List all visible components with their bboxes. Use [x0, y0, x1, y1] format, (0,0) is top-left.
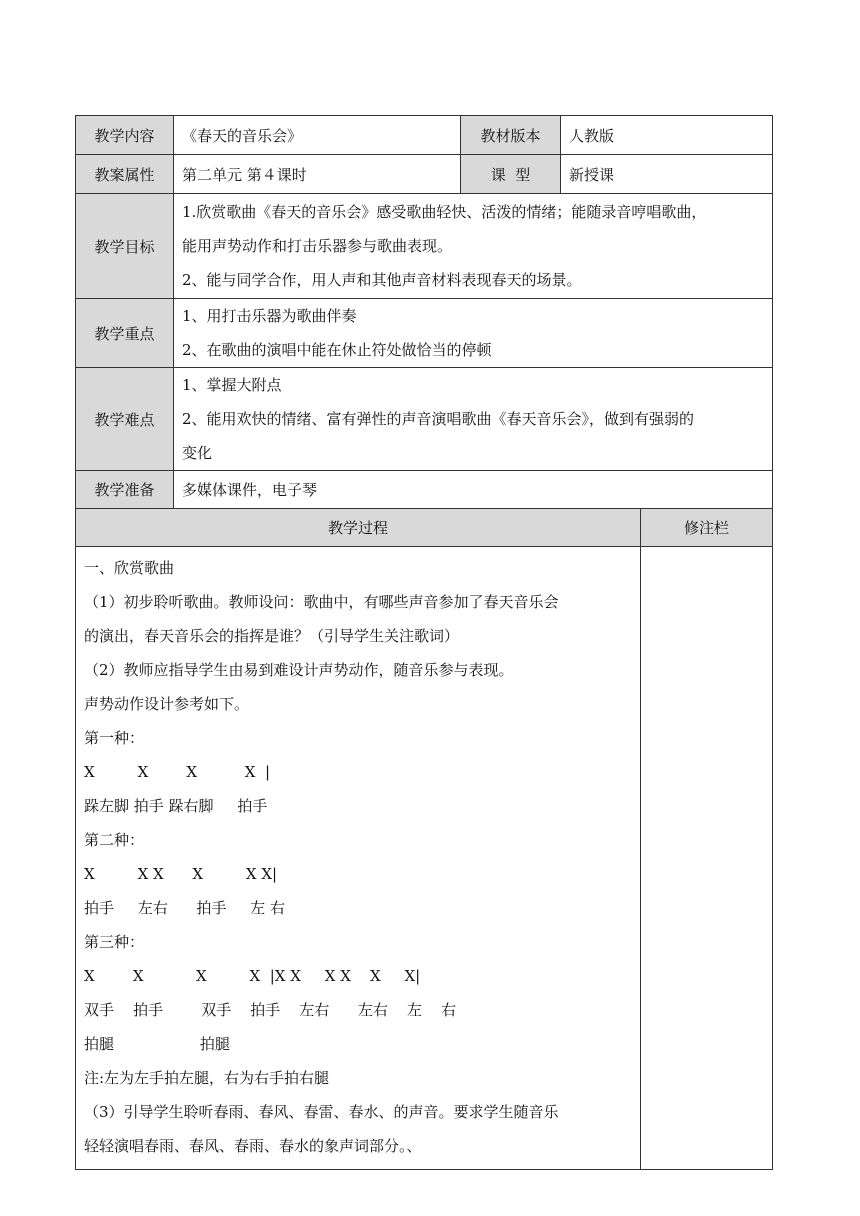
rhythm-line: X X X X X X| [84, 865, 278, 883]
process-line: 注:左为左手拍左腿，右为右手拍右腿 [84, 1069, 330, 1087]
preparation-label: 教学准备 [76, 471, 174, 509]
process-line: 第三种： [84, 933, 145, 951]
difficulties-label: 教学难点 [76, 368, 174, 471]
textbook-label: 教材版本 [461, 116, 561, 155]
key-point-line: 2、在歌曲的演唱中能在休止符处做恰当的停顿 [182, 341, 492, 359]
goal-line: 1.欣赏歌曲《春天的音乐会》感受歌曲轻快、活泼的情绪；能随录音哼唱歌曲， [182, 203, 707, 221]
difficulty-line: 2、能用欢快的情绪、富有弹性的声音演唱歌曲《春天音乐会》，做到有强弱的 [182, 410, 695, 428]
type-value: 新授课 [561, 155, 773, 194]
goals-content [174, 194, 773, 299]
key-points-label: 教学重点 [76, 299, 174, 368]
process-content [76, 547, 641, 1170]
goal-line: 2、能与同学合作，用人声和其他声音材料表现春天的场景。 [182, 271, 582, 289]
difficulty-line: 1、掌握大附点 [182, 376, 282, 394]
preparation-value: 多媒体课件，电子琴 [174, 471, 773, 509]
key-point-line: 1、用打击乐器为歌曲伴奏 [182, 307, 357, 325]
process-header: 教学过程 [76, 509, 641, 547]
row-process-header [76, 509, 773, 547]
textbook-value: 人教版 [561, 116, 773, 155]
process-line: （3）引导学生聆听春雨、春风、春雷、春水、的声音。要求学生随音乐 [84, 1103, 559, 1121]
row-attr [76, 155, 773, 194]
row-preparation [76, 471, 773, 509]
notes-column [641, 547, 773, 1170]
rhythm-line: X X X X | [84, 763, 271, 781]
difficulties-content [174, 368, 773, 471]
row-content [76, 116, 773, 155]
content-value: 《春天的音乐会》 [174, 116, 461, 155]
process-line: 第二种： [84, 831, 145, 849]
attr-value: 第二单元 第４课时 [174, 155, 461, 194]
difficulty-line: 变化 [182, 444, 213, 462]
process-line: 一、欣赏歌曲 [84, 559, 175, 577]
process-line: （1）初步聆听歌曲。教师设问：歌曲中，有哪些声音参加了春天音乐会 [84, 593, 559, 611]
attr-label: 教案属性 [76, 155, 174, 194]
process-line: 第一种： [84, 729, 145, 747]
process-line: （2）教师应指导学生由易到难设计声势动作，随音乐参与表现。 [84, 661, 514, 679]
process-line: 的演出，春天音乐会的指挥是谁？（引导学生关注歌词） [84, 627, 460, 645]
action-line: 双手 拍手 双手 拍手 左右 左右 左 右 [84, 1001, 457, 1019]
lesson-plan-table [75, 115, 773, 1170]
row-difficulties [76, 368, 773, 471]
notes-header: 修注栏 [641, 509, 773, 547]
row-key-points [76, 299, 773, 368]
process-line: 声势动作设计参考如下。 [84, 695, 250, 713]
action-line: 拍腿 拍腿 [84, 1035, 230, 1053]
type-label: 课 型 [461, 155, 561, 194]
rhythm-line: X X X X |X X X X X X| [84, 967, 421, 985]
process-line: 轻轻演唱春雨、春风、春雨、春水的象声词部分。、 [84, 1137, 422, 1155]
row-goals [76, 194, 773, 299]
content-label: 教学内容 [76, 116, 174, 155]
goals-label: 教学目标 [76, 194, 174, 299]
key-points-content [174, 299, 773, 368]
goal-line: 能用声势动作和打击乐器参与歌曲表现。 [182, 237, 453, 255]
row-process [76, 547, 773, 1170]
action-line: 拍手 左右 拍手 左 右 [84, 899, 286, 917]
action-line: 跺左脚 拍手 跺右脚 拍手 [84, 797, 268, 815]
